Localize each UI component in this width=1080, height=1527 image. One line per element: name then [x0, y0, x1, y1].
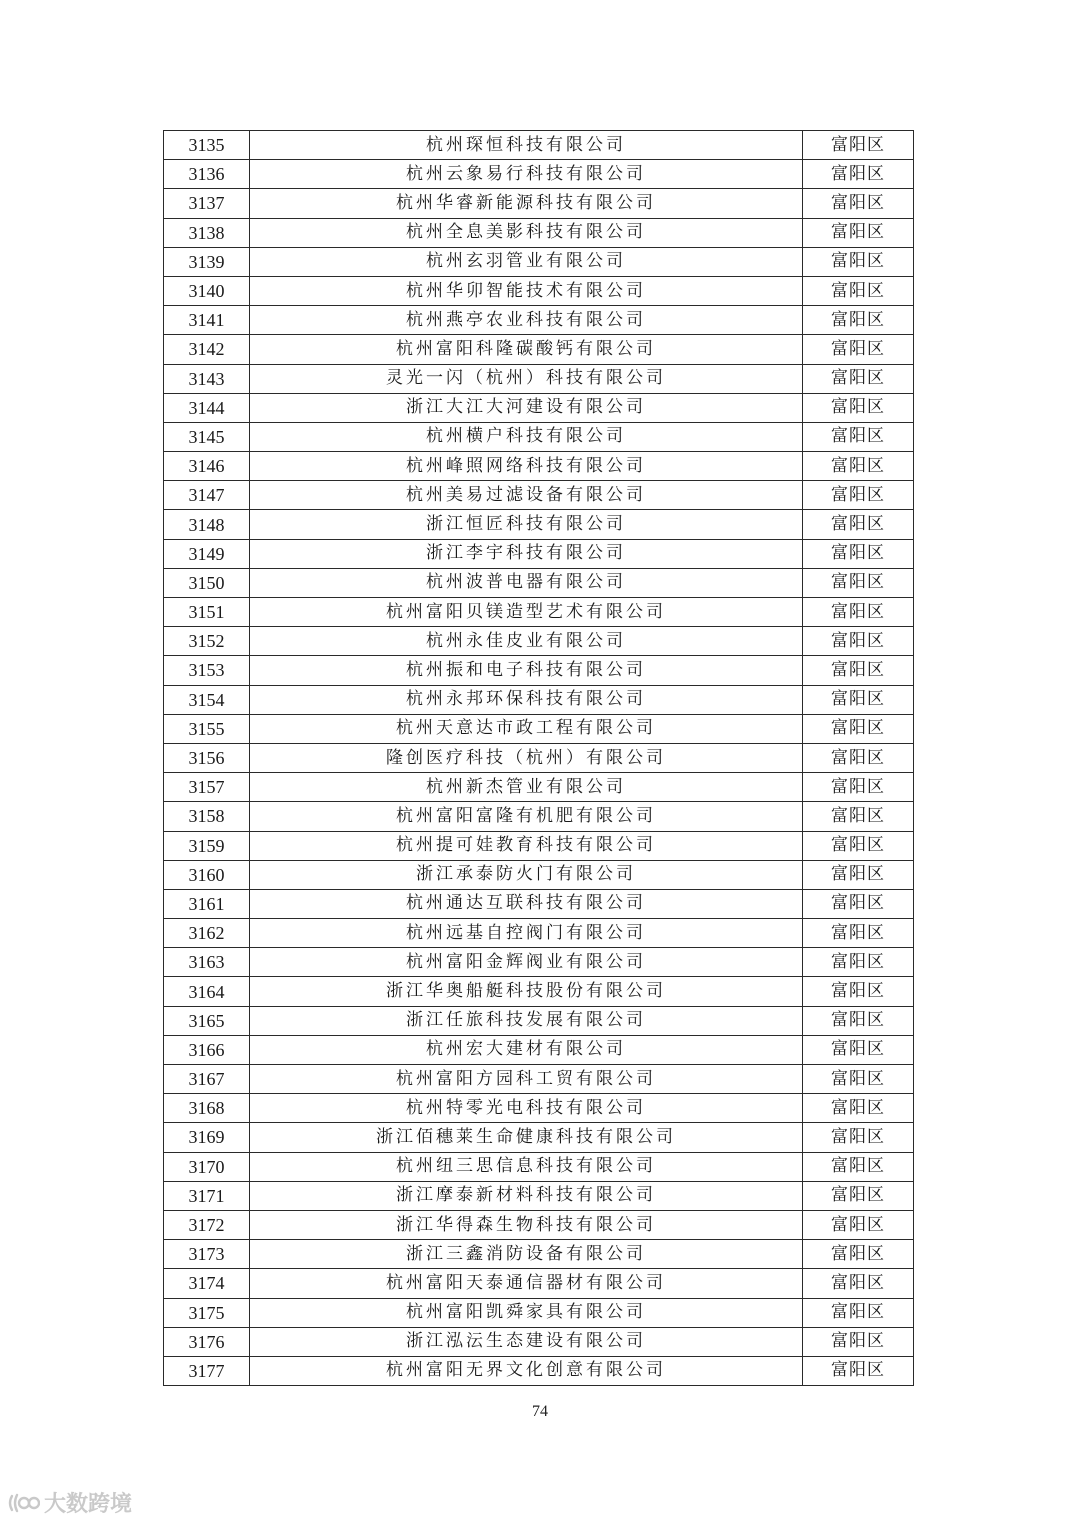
row-number: 3135 — [164, 131, 250, 160]
district: 富阳区 — [803, 247, 914, 276]
table-row — [164, 1181, 914, 1210]
district: 富阳区 — [803, 1298, 914, 1327]
row-number: 3174 — [164, 1269, 250, 1298]
company-name: 杭州富阳方园科工贸有限公司 — [250, 1065, 803, 1094]
table-row — [164, 1327, 914, 1356]
table-row — [164, 131, 914, 160]
row-number: 3171 — [164, 1181, 250, 1210]
row-number: 3140 — [164, 276, 250, 305]
table-row — [164, 481, 914, 510]
district: 富阳区 — [803, 1123, 914, 1152]
row-number: 3156 — [164, 743, 250, 772]
company-name: 杭州新杰管业有限公司 — [250, 773, 803, 802]
table-row — [164, 743, 914, 772]
district: 富阳区 — [803, 1356, 914, 1385]
company-name: 隆创医疗科技（杭州）有限公司 — [250, 743, 803, 772]
district: 富阳区 — [803, 393, 914, 422]
row-number: 3170 — [164, 1152, 250, 1181]
table-row — [164, 977, 914, 1006]
row-number: 3151 — [164, 598, 250, 627]
company-name: 浙江恒匠科技有限公司 — [250, 510, 803, 539]
company-name: 杭州通达互联科技有限公司 — [250, 889, 803, 918]
district: 富阳区 — [803, 539, 914, 568]
district: 富阳区 — [803, 685, 914, 714]
district: 富阳区 — [803, 860, 914, 889]
company-name: 杭州特零光电科技有限公司 — [250, 1094, 803, 1123]
row-number: 3150 — [164, 568, 250, 597]
company-name: 杭州富阳科隆碳酸钙有限公司 — [250, 335, 803, 364]
table-row — [164, 1210, 914, 1239]
district: 富阳区 — [803, 948, 914, 977]
company-name: 杭州富阳富隆有机肥有限公司 — [250, 802, 803, 831]
company-name: 浙江大江大河建设有限公司 — [250, 393, 803, 422]
company-name: 杭州永佳皮业有限公司 — [250, 627, 803, 656]
district: 富阳区 — [803, 831, 914, 860]
district: 富阳区 — [803, 306, 914, 335]
district: 富阳区 — [803, 1181, 914, 1210]
table-row — [164, 919, 914, 948]
row-number: 3175 — [164, 1298, 250, 1327]
row-number: 3139 — [164, 247, 250, 276]
row-number: 3148 — [164, 510, 250, 539]
company-name: 杭州远基自控阀门有限公司 — [250, 919, 803, 948]
company-name: 杭州全息美影科技有限公司 — [250, 218, 803, 247]
table-row — [164, 422, 914, 451]
row-number: 3161 — [164, 889, 250, 918]
company-name: 杭州华睿新能源科技有限公司 — [250, 189, 803, 218]
row-number: 3141 — [164, 306, 250, 335]
district: 富阳区 — [803, 510, 914, 539]
company-name: 浙江华得森生物科技有限公司 — [250, 1210, 803, 1239]
company-name: 灵光一闪（杭州）科技有限公司 — [250, 364, 803, 393]
district: 富阳区 — [803, 889, 914, 918]
row-number: 3144 — [164, 393, 250, 422]
table-row — [164, 773, 914, 802]
company-name: 杭州云象易行科技有限公司 — [250, 160, 803, 189]
table-body — [164, 131, 914, 1386]
row-number: 3147 — [164, 481, 250, 510]
district: 富阳区 — [803, 743, 914, 772]
table-row — [164, 656, 914, 685]
table-row — [164, 452, 914, 481]
table-row — [164, 364, 914, 393]
district: 富阳区 — [803, 218, 914, 247]
table-row — [164, 598, 914, 627]
table-row — [164, 160, 914, 189]
row-number: 3146 — [164, 452, 250, 481]
district: 富阳区 — [803, 160, 914, 189]
district: 富阳区 — [803, 568, 914, 597]
company-list-table — [163, 130, 914, 1386]
row-number: 3137 — [164, 189, 250, 218]
district: 富阳区 — [803, 1094, 914, 1123]
table-row — [164, 1065, 914, 1094]
company-name: 杭州燕亭农业科技有限公司 — [250, 306, 803, 335]
table-row — [164, 1123, 914, 1152]
district: 富阳区 — [803, 1035, 914, 1064]
table-row — [164, 1298, 914, 1327]
table-row — [164, 1269, 914, 1298]
company-name: 杭州富阳凯舜家具有限公司 — [250, 1298, 803, 1327]
company-name: 杭州横户科技有限公司 — [250, 422, 803, 451]
row-number: 3176 — [164, 1327, 250, 1356]
table-row — [164, 189, 914, 218]
row-number: 3169 — [164, 1123, 250, 1152]
district: 富阳区 — [803, 1065, 914, 1094]
company-name: 杭州纽三思信息科技有限公司 — [250, 1152, 803, 1181]
district: 富阳区 — [803, 802, 914, 831]
district: 富阳区 — [803, 656, 914, 685]
district: 富阳区 — [803, 189, 914, 218]
district: 富阳区 — [803, 452, 914, 481]
district: 富阳区 — [803, 598, 914, 627]
table-row — [164, 218, 914, 247]
district: 富阳区 — [803, 773, 914, 802]
company-name: 浙江李宇科技有限公司 — [250, 539, 803, 568]
row-number: 3167 — [164, 1065, 250, 1094]
row-number: 3159 — [164, 831, 250, 860]
row-number: 3172 — [164, 1210, 250, 1239]
district: 富阳区 — [803, 422, 914, 451]
district: 富阳区 — [803, 714, 914, 743]
row-number: 3145 — [164, 422, 250, 451]
company-name: 杭州美易过滤设备有限公司 — [250, 481, 803, 510]
table-row — [164, 1356, 914, 1385]
company-name: 杭州天意达市政工程有限公司 — [250, 714, 803, 743]
page-number: 74 — [532, 1403, 548, 1420]
row-number: 3153 — [164, 656, 250, 685]
company-name: 杭州永邦环保科技有限公司 — [250, 685, 803, 714]
table-row — [164, 802, 914, 831]
company-name: 浙江佰穗莱生命健康科技有限公司 — [250, 1123, 803, 1152]
company-name: 杭州富阳金辉阀业有限公司 — [250, 948, 803, 977]
watermark — [6, 1487, 132, 1518]
district: 富阳区 — [803, 1269, 914, 1298]
company-name: 杭州振和电子科技有限公司 — [250, 656, 803, 685]
company-name: 杭州琛恒科技有限公司 — [250, 131, 803, 160]
table-row — [164, 276, 914, 305]
row-number: 3162 — [164, 919, 250, 948]
row-number: 3158 — [164, 802, 250, 831]
table-row — [164, 539, 914, 568]
row-number: 3155 — [164, 714, 250, 743]
company-name: 杭州华卯智能技术有限公司 — [250, 276, 803, 305]
district: 富阳区 — [803, 276, 914, 305]
company-name: 杭州富阳天泰通信器材有限公司 — [250, 1269, 803, 1298]
table-row — [164, 306, 914, 335]
row-number: 3160 — [164, 860, 250, 889]
row-number: 3173 — [164, 1240, 250, 1269]
row-number: 3154 — [164, 685, 250, 714]
table-row — [164, 714, 914, 743]
company-name: 浙江承泰防火门有限公司 — [250, 860, 803, 889]
district: 富阳区 — [803, 1327, 914, 1356]
table-row — [164, 627, 914, 656]
district: 富阳区 — [803, 1006, 914, 1035]
district: 富阳区 — [803, 1240, 914, 1269]
row-number: 3165 — [164, 1006, 250, 1035]
row-number: 3157 — [164, 773, 250, 802]
table-row — [164, 1094, 914, 1123]
row-number: 3168 — [164, 1094, 250, 1123]
row-number: 3138 — [164, 218, 250, 247]
company-name: 浙江三鑫消防设备有限公司 — [250, 1240, 803, 1269]
table-row — [164, 860, 914, 889]
brand-logo-icon — [6, 1490, 40, 1516]
company-name: 杭州富阳贝镁造型艺术有限公司 — [250, 598, 803, 627]
row-number: 3166 — [164, 1035, 250, 1064]
row-number: 3143 — [164, 364, 250, 393]
district: 富阳区 — [803, 1152, 914, 1181]
watermark-text: 大数跨境 — [44, 1492, 133, 1517]
row-number: 3164 — [164, 977, 250, 1006]
row-number: 3152 — [164, 627, 250, 656]
table-row — [164, 1006, 914, 1035]
table-row — [164, 948, 914, 977]
company-name: 浙江任旅科技发展有限公司 — [250, 1006, 803, 1035]
district: 富阳区 — [803, 335, 914, 364]
company-name: 杭州峰照网络科技有限公司 — [250, 452, 803, 481]
table-row — [164, 685, 914, 714]
row-number: 3136 — [164, 160, 250, 189]
table-row — [164, 335, 914, 364]
district: 富阳区 — [803, 627, 914, 656]
company-name: 杭州富阳无界文化创意有限公司 — [250, 1356, 803, 1385]
row-number: 3163 — [164, 948, 250, 977]
company-name: 杭州提可娃教育科技有限公司 — [250, 831, 803, 860]
district: 富阳区 — [803, 1210, 914, 1239]
company-name: 杭州宏大建材有限公司 — [250, 1035, 803, 1064]
table-row — [164, 831, 914, 860]
table-row — [164, 393, 914, 422]
table-row — [164, 568, 914, 597]
company-name: 浙江华奥船艇科技股份有限公司 — [250, 977, 803, 1006]
row-number: 3149 — [164, 539, 250, 568]
district: 富阳区 — [803, 131, 914, 160]
district: 富阳区 — [803, 919, 914, 948]
row-number: 3142 — [164, 335, 250, 364]
company-name: 浙江摩泰新材料科技有限公司 — [250, 1181, 803, 1210]
table-row — [164, 510, 914, 539]
company-name: 浙江泓沄生态建设有限公司 — [250, 1327, 803, 1356]
table-row — [164, 1035, 914, 1064]
table-row — [164, 889, 914, 918]
district: 富阳区 — [803, 977, 914, 1006]
table-row — [164, 1152, 914, 1181]
company-name: 杭州波普电器有限公司 — [250, 568, 803, 597]
district: 富阳区 — [803, 364, 914, 393]
table-row — [164, 1240, 914, 1269]
table-row — [164, 247, 914, 276]
company-name: 杭州玄羽管业有限公司 — [250, 247, 803, 276]
row-number: 3177 — [164, 1356, 250, 1385]
district: 富阳区 — [803, 481, 914, 510]
